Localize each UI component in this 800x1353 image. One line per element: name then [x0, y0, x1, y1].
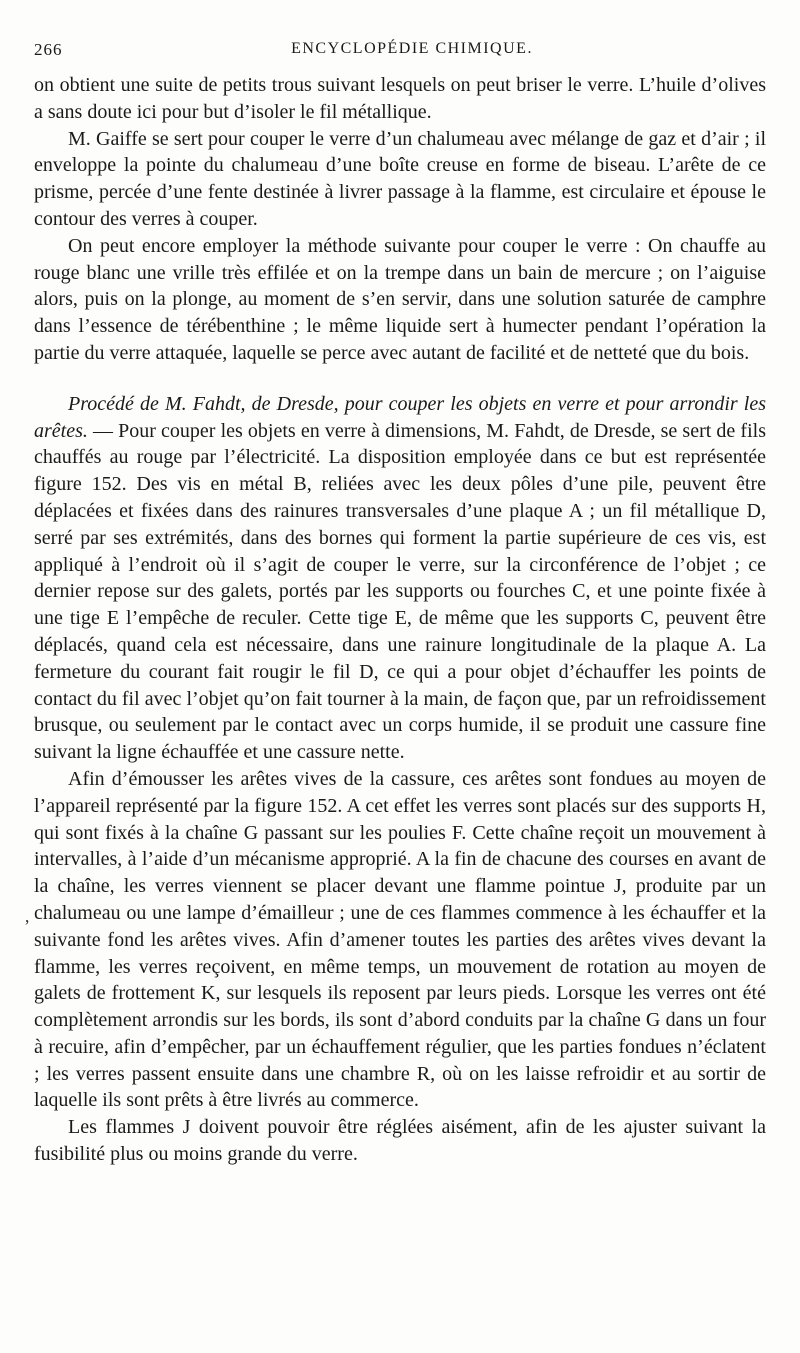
- body-text: [34, 72, 766, 1168]
- paragraph-4: [34, 391, 766, 766]
- paragraph-6: Les flammes J doivent pouvoir être réglées aisément, afin de les ajuster suivant la fusibilité plus ou moins grande du verre.: [34, 1116, 766, 1166]
- margin-mark: ’: [24, 916, 30, 936]
- paragraph-1: on obtient une suite de petits trous suivant lesquels on peut briser le verre. L’huile d’olives a sans doute ici pour but d’isoler le fil métallique.: [34, 74, 766, 123]
- section-gap: [34, 367, 766, 391]
- paragraph-5: Afin d’émousser les arêtes vives de la cassure, ces arêtes sont fondues au moyen de l’appareil représenté par la figure 152. A cet effet les verres sont placés sur des supports H, qui sont fixés à la chaîne G passant sur les poulies F. Cette chaîne reçoit un mouvement à intervalles, à l’aide d’un mécanisme approprié. A la fin de chacune des courses en avant de la chaîne, les verres viennent se placer devant une flamme pointue J, produite par un chalumeau ou une lampe d’émailleur ; une de ces flammes commence à les échauffer et la suivante fond les arêtes vives. Afin d’amener toutes les parties des arêtes vives devant la flamme, les verres reçoivent, en même temps, un mouvement de rotation au moyen de galets de frottement K, sur lesquels ils reposent par leurs pieds. Lorsque les verres ont été complètement arrondis sur les bords, ils sont d’abord conduits par la chaîne G dans un four à recuire, afin d’empêcher, par un échauffement régulier, que les parties fondues n’éclatent ; les verres passent ensuite dans une chambre R, où on les laisse refroidir et au sortir de laquelle ils sont prêts à être livrés au commerce.: [34, 767, 766, 1112]
- running-title: ENCYCLOPÉDIE CHIMIQUE.: [291, 40, 533, 57]
- paragraph-4-body: — Pour couper les objets en verre à dimensions, M. Fahdt, de Dresde, se sert de fils chauffés au rouge par l’électricité. La disposition employée dans ce but est représentée figure 152. Des vis en métal B, reliées avec les deux pôles d’une pile, peuvent être déplacées et fixées dans des rainures transversales d’une plaque A ; un fil métallique D, serré par ses extrémités, dans des bornes qui forment la partie supérieure de ces vis, est appliqué à l’endroit où il s’agit de couper le verre, sur la circonférence de l’objet ; ce dernier repose sur des galets, portés par les supports ou fourches C, et une pointe fixée à une tige E l’empêche de reculer. Cette tige E, de même que les supports C, peuvent être déplacés, quand cela est nécessaire, dans une rainure longitudinale de la plaque A. La fermeture du courant fait rougir le fil D, ce qui a pour objet d’échauffer les points de contact du fil avec l’objet qu’on fait tourner à la main, de façon que, par un refroidissement brusque, ou seulement par le contact avec un corps humide, il se produit une cassure fine suivant la ligne échauffée et une cassure nette.: [34, 419, 766, 764]
- paragraph-3: On peut encore employer la méthode suivante pour couper le verre : On chauffe au rouge blanc une vrille très effilée et on la trempe dans un bain de mercure ; on l’aiguise alors, puis on la plonge, au moment de s’en servir, dans une solution saturée de camphre dans l’essence de térébenthine ; le même liquide sert à humecter pendant l’opération la partie du verre attaquée, laquelle se perce avec autant de facilité et de netteté que du bois.: [34, 234, 766, 364]
- section-title: Procédé de M. Fahdt, de Dresde, pour couper les objets en verre et pour arrondir les arêtes.: [34, 392, 766, 442]
- paragraph-2: M. Gaiffe se sert pour couper le verre d’un chalumeau avec mélange de gaz et d’air ; il enveloppe la pointe du chalumeau d’une boîte creuse en forme de biseau. L’arête de ce prisme, percée d’une fente destinée à livrer passage à la flamme, est circulaire et épouse le contour des verres à couper.: [34, 127, 766, 230]
- page-header: [34, 40, 790, 66]
- page-number: 266: [34, 40, 63, 59]
